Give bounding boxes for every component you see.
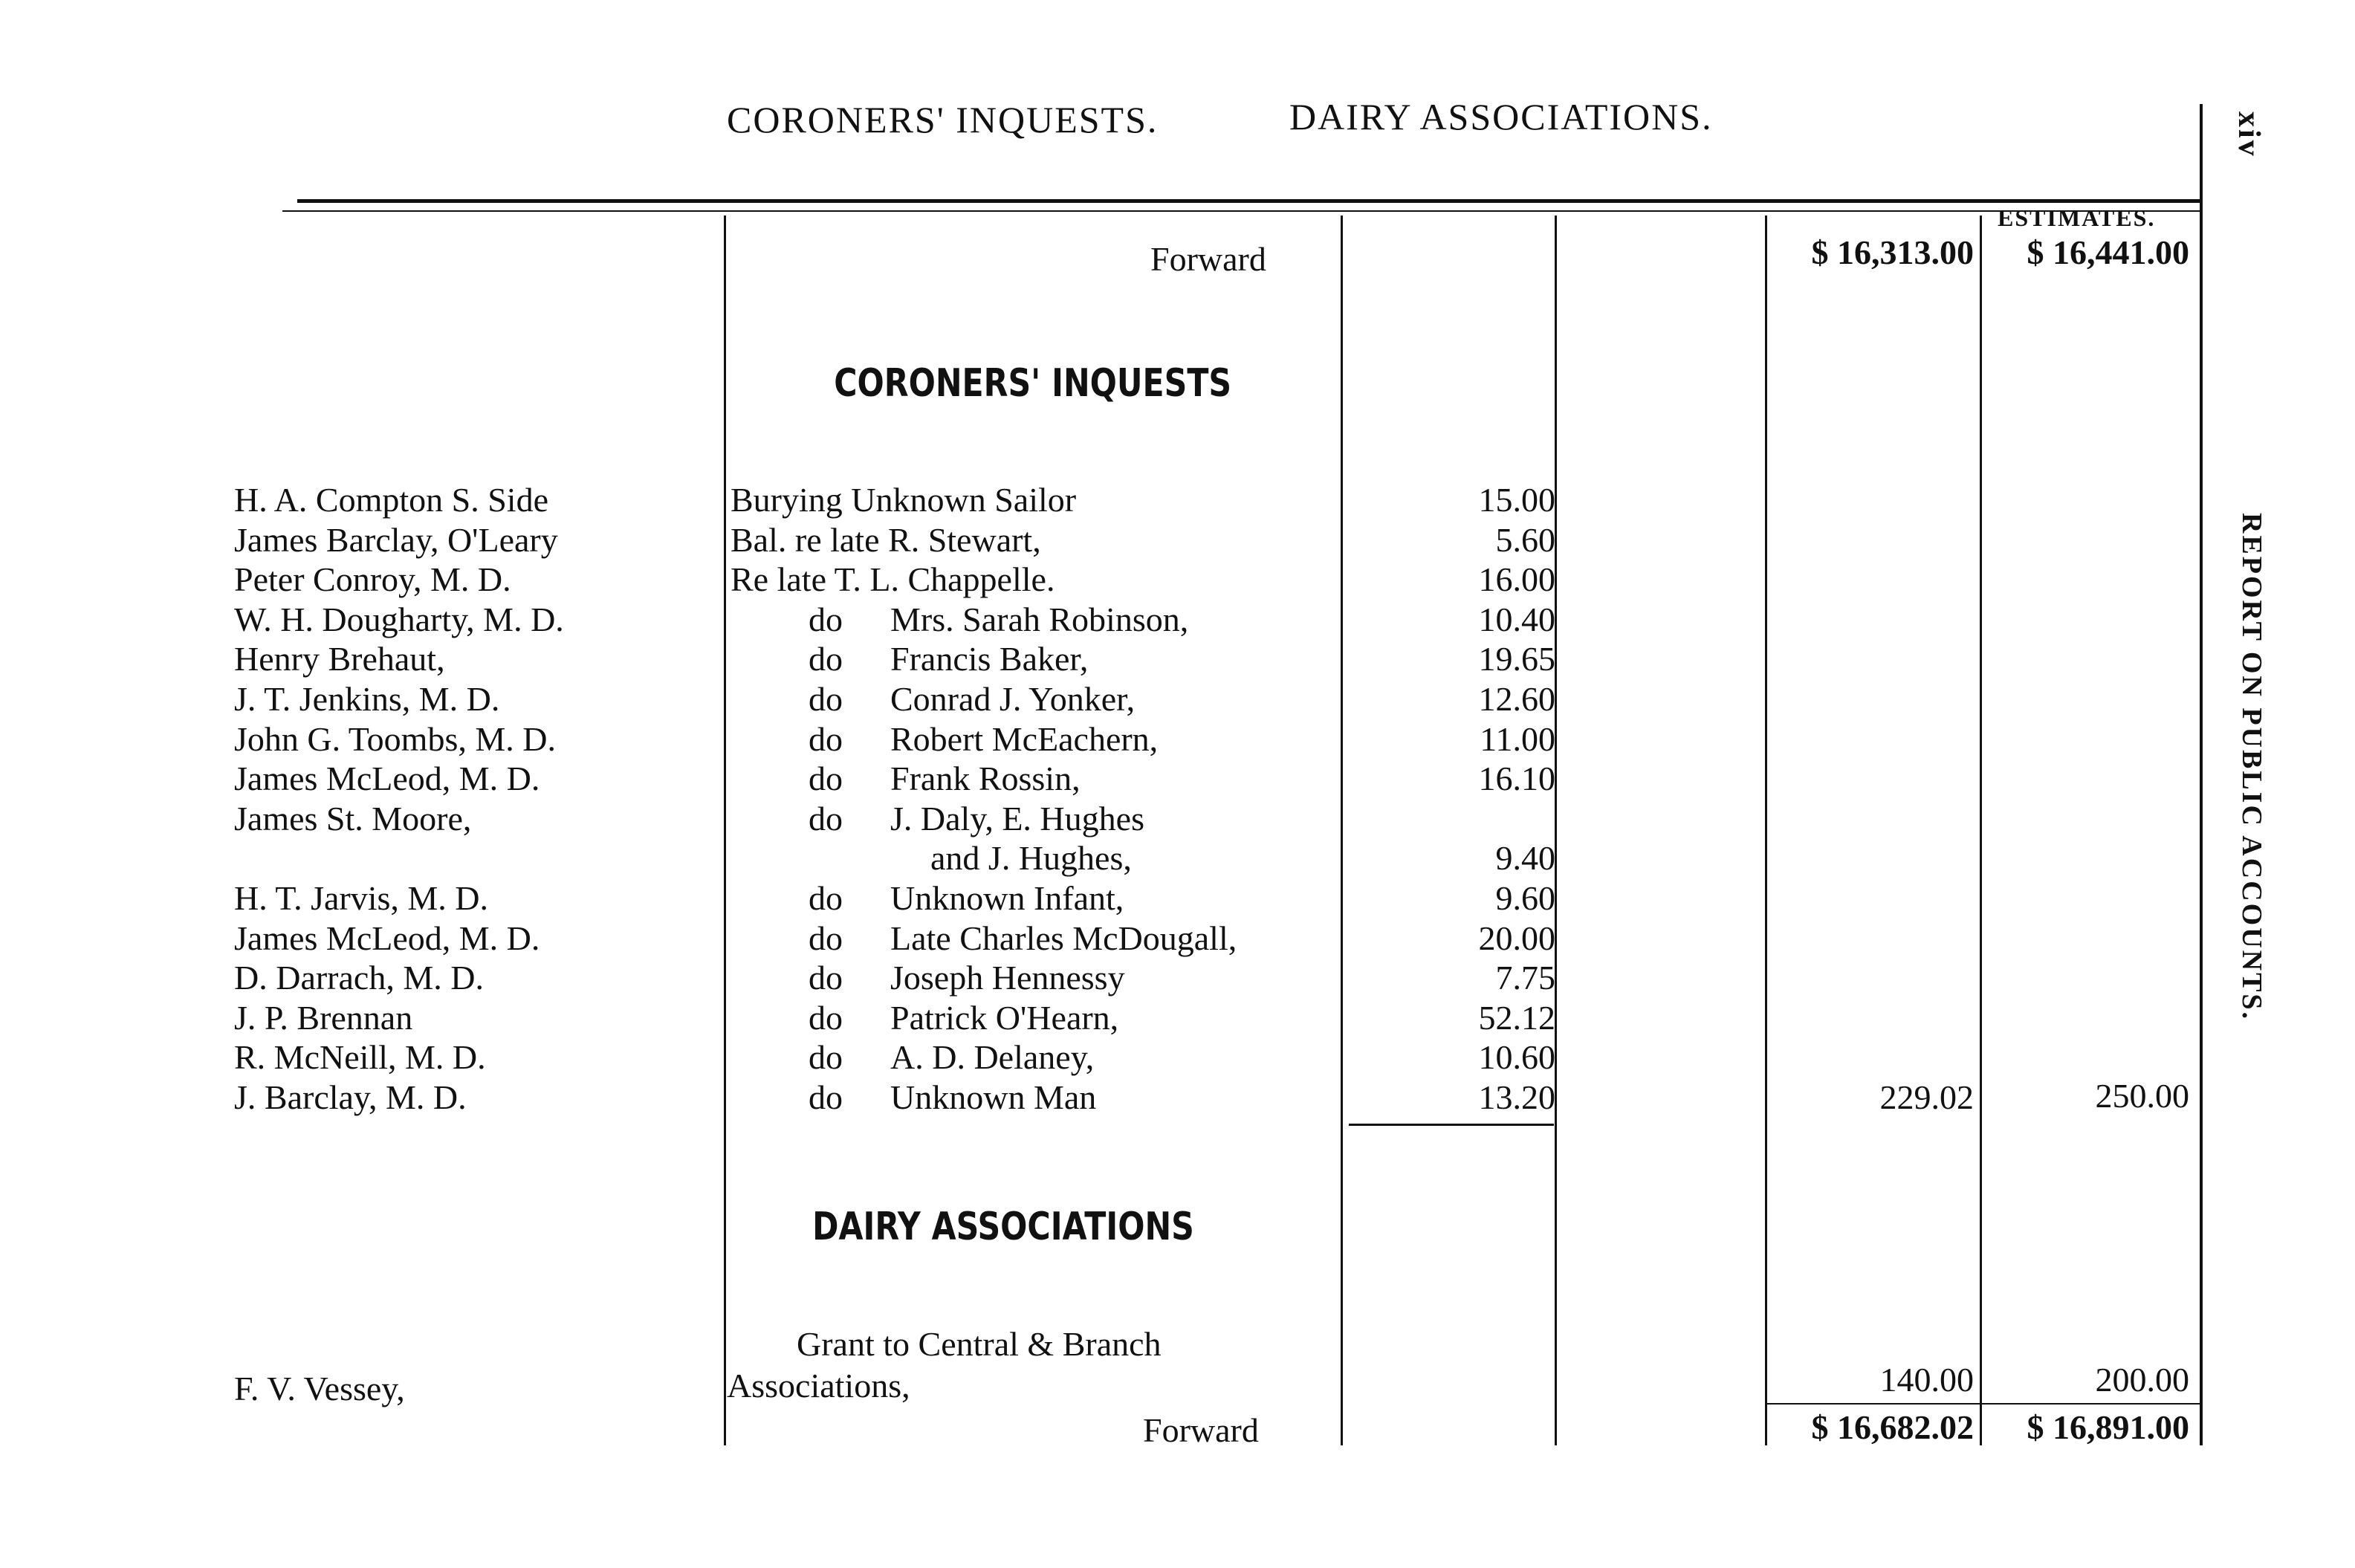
coroners-subtotal-rule	[1349, 1124, 1554, 1126]
page-number: xiv	[2232, 111, 2266, 158]
coroner-row-amount: 12.60	[1478, 680, 1555, 718]
coroner-row-payee: James Barclay, O'Leary	[234, 520, 558, 559]
coroner-row-description: Late Charles McDougall,	[890, 919, 1237, 957]
coroner-row-description: Mrs. Sarah Robinson,	[890, 600, 1189, 638]
coroner-row-payee: J. Barclay, M. D.	[234, 1078, 467, 1116]
dairy-estimated: 200.00	[2095, 1361, 2189, 1399]
coroner-row-amount: 10.60	[1478, 1038, 1555, 1077]
coroner-row-ditto: do	[809, 879, 843, 917]
coroner-row-description: J. Daly, E. Hughes	[890, 799, 1144, 838]
forward-top-estimated: $ 16,441.00	[2027, 233, 2189, 271]
coroner-row-amount: 52.12	[1478, 998, 1555, 1037]
coroner-row-ditto: do	[809, 680, 843, 718]
dairy-payee: F. V. Vessey,	[234, 1370, 405, 1407]
section-title-dairy: DAIRY ASSOCIATIONS	[812, 1205, 1194, 1249]
right-margin-rule	[2200, 104, 2203, 1445]
coroner-row-ditto: do	[809, 600, 843, 638]
header-right-title: DAIRY ASSOCIATIONS.	[1289, 96, 1713, 137]
coroner-row-payee: Peter Conroy, M. D.	[234, 560, 511, 599]
coroner-row-payee: J. P. Brennan	[234, 998, 413, 1037]
coroner-row-amount: 10.40	[1478, 600, 1555, 638]
coroner-row-ditto: do	[809, 640, 843, 678]
forward-bottom-label: Forward	[1143, 1411, 1259, 1449]
coroner-row-payee: James St. Moore,	[234, 799, 472, 838]
coroner-row-amount: 16.10	[1478, 759, 1555, 798]
coroner-row-payee: James McLeod, M. D.	[234, 759, 540, 798]
coroner-row-payee: Henry Brehaut,	[234, 640, 445, 678]
coroner-row-description: Conrad J. Yonker,	[890, 680, 1136, 718]
col-rule-expended	[1980, 216, 1982, 1445]
col-rule-desc	[1341, 216, 1343, 1445]
coroners-total-expended: 229.02	[1879, 1078, 1974, 1116]
coroner-row-description: Patrick O'Hearn,	[890, 998, 1119, 1037]
coroner-row-ditto: do	[809, 959, 843, 997]
coroner-row-description: Joseph Hennessy	[890, 959, 1125, 997]
coroner-row-ditto: do	[809, 1078, 843, 1116]
section-title-coroners: CORONERS' INQUESTS	[834, 361, 1232, 406]
coroner-row-description: Unknown Man	[890, 1078, 1097, 1116]
coroner-row-payee: H. A. Compton S. Side	[234, 481, 549, 519]
coroner-row-amount: 5.60	[1495, 520, 1555, 559]
forward-top-expended: $ 16,313.00	[1811, 233, 1974, 271]
col-rule-payee	[724, 216, 726, 1445]
estimates-column-label: ESTIMATES.	[1998, 204, 2156, 231]
coroner-row-amount: 16.00	[1478, 560, 1555, 599]
coroner-row-description: Bal. re late R. Stewart,	[731, 520, 1041, 559]
coroner-row-amount: 7.75	[1495, 959, 1555, 997]
coroners-total-estimated: 250.00	[2095, 1077, 2189, 1115]
header-left-title: CORONERS' INQUESTS.	[727, 99, 1159, 140]
coroner-row-amount: 19.65	[1478, 640, 1555, 678]
forward-bottom-expended: $ 16,682.02	[1811, 1408, 1974, 1446]
coroner-row-payee: James McLeod, M. D.	[234, 919, 540, 957]
side-running-title: REPORT ON PUBLIC ACCOUNTS.	[2236, 513, 2267, 1022]
coroner-row-description: A. D. Delaney,	[890, 1038, 1095, 1077]
coroner-row-ditto: do	[809, 919, 843, 957]
coroner-row-description: Francis Baker,	[890, 640, 1089, 678]
coroner-row-amount: 20.00	[1478, 919, 1555, 957]
coroner-row-payee: D. Darrach, M. D.	[234, 959, 484, 997]
dairy-desc-line1: Grant to Central & Branch	[797, 1325, 1162, 1363]
coroner-row-payee: W. H. Dougharty, M. D.	[234, 600, 564, 638]
header-rule-thick	[297, 199, 2200, 203]
col-rule-blank	[1765, 216, 1767, 1445]
coroner-row-payee: H. T. Jarvis, M. D.	[234, 879, 489, 917]
coroner-row-amount: 9.60	[1495, 879, 1555, 917]
coroner-row-ditto: do	[809, 719, 843, 758]
coroner-row-ditto: do	[809, 1038, 843, 1077]
forward-bottom-rule	[1767, 1403, 2201, 1405]
coroner-row-description: Robert McEachern,	[890, 719, 1159, 758]
coroner-row-payee: J. T. Jenkins, M. D.	[234, 680, 500, 718]
dairy-expended: 140.00	[1879, 1361, 1974, 1399]
coroner-row-payee: John G. Toombs, M. D.	[234, 719, 556, 758]
dairy-desc-line2: Associations,	[727, 1367, 910, 1405]
coroner-row-payee: R. McNeill, M. D.	[234, 1038, 486, 1077]
coroner-row-description: Re late T. L. Chappelle.	[731, 560, 1055, 599]
coroner-row-ditto: do	[809, 998, 843, 1037]
forward-top-label: Forward	[1150, 240, 1266, 278]
coroner-row-description: Frank Rossin,	[890, 759, 1081, 798]
forward-bottom-estimated: $ 16,891.00	[2027, 1408, 2189, 1446]
coroner-row-ditto: do	[809, 759, 843, 798]
coroner-row-description: Unknown Infant,	[890, 879, 1124, 917]
coroner-row-description: Burying Unknown Sailor	[731, 481, 1077, 519]
coroner-row-amount: 9.40	[1495, 839, 1555, 878]
coroner-row-description: and J. Hughes,	[930, 839, 1132, 878]
coroner-row-amount: 13.20	[1478, 1078, 1555, 1116]
coroner-row-ditto: do	[809, 799, 843, 838]
coroner-row-amount: 15.00	[1478, 481, 1555, 519]
col-rule-items	[1555, 216, 1557, 1445]
coroner-row-amount: 11.00	[1480, 719, 1555, 758]
header-rule-thin	[282, 210, 2200, 212]
